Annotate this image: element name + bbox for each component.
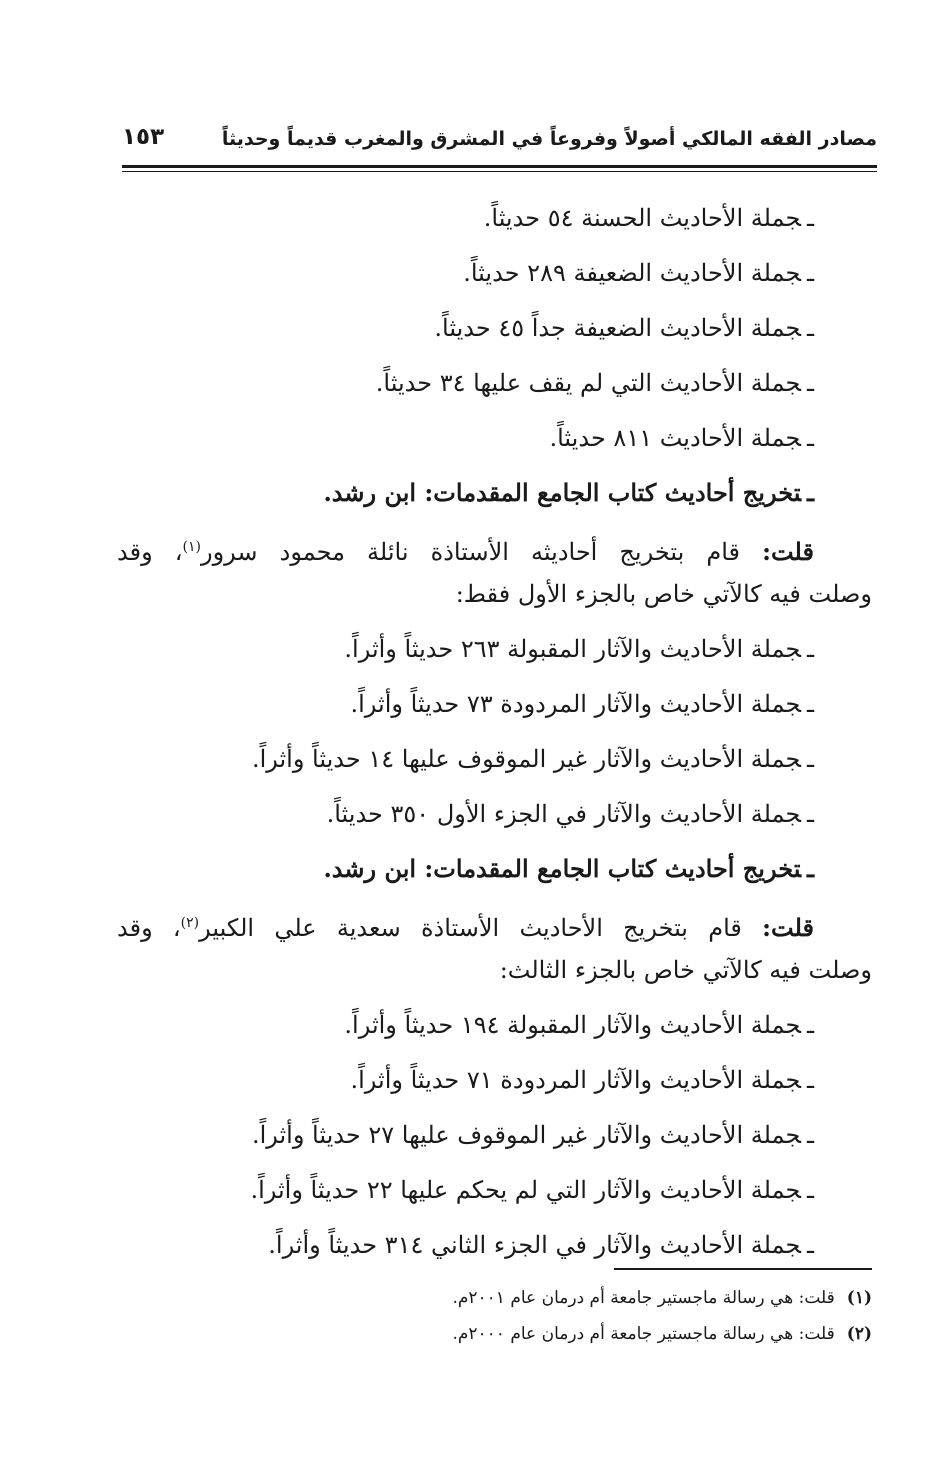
header-title: مصادر الفقه المالكي أصولاً وفروعاً في المشرق والمغرب قديماً وحديثاً: [221, 128, 877, 150]
footnote-text: قلت: هي رسالة ماجستير جامعة أم درمان عام ٢٠٠٠م.: [452, 1324, 835, 1344]
list-item-text: جملة الأحاديث والآثار المقبولة ٢٦٣ حديثاً وأثراً.: [344, 635, 801, 663]
list-item-text: جملة الأحاديث التي لم يقف عليها ٣٤ حديثاً.: [375, 369, 801, 397]
header-rule-thick: [122, 165, 877, 168]
hadith-list-1: [117, 196, 872, 526]
section-heading-text: تخريج أحاديث كتاب الجامع المقدمات: ابن رشد.: [323, 478, 801, 507]
running-header: [122, 122, 877, 158]
bullet-dash: ـ: [806, 1231, 814, 1259]
paragraph-line: [117, 526, 872, 573]
list-item: [117, 251, 872, 306]
bullet-dash: ـ: [806, 1121, 814, 1149]
paragraph-2: [117, 902, 872, 1003]
header-rule-thin: [122, 171, 877, 172]
list-item: [117, 627, 872, 682]
bullet-dash: ـ: [806, 1176, 814, 1204]
list-item: [117, 737, 872, 792]
list-item-text: جملة الأحاديث والآثار غير الموقوف عليها ١٤ حديثاً وأثراً.: [251, 745, 801, 773]
footnote-1: [117, 1282, 872, 1318]
list-item: [117, 1168, 872, 1223]
paragraph-lead: قلت:: [762, 537, 814, 566]
bullet-dash: ـ: [806, 369, 814, 397]
footnotes: [117, 1282, 872, 1354]
bullet-dash: ـ: [806, 800, 814, 828]
footnote-ref-2[interactable]: (٢): [180, 915, 200, 931]
paragraph-line: وصلت فيه كالآتي خاص بالجزء الأول فقط:: [455, 580, 872, 608]
bullet-dash: ـ: [806, 690, 814, 718]
footnote-separator: [614, 1268, 872, 1270]
list-item-text: جملة الأحاديث والآثار في الجزء الثاني ٣١٤ حديثاً وأثراً.: [268, 1231, 801, 1259]
footnote-number: (١): [846, 1288, 872, 1308]
list-item-text: جملة الأحاديث والآثار المردودة ٧١ حديثاً وأثراً.: [350, 1066, 801, 1094]
bullet-dash: ـ: [806, 314, 814, 342]
paragraph-text: قام بتخريج الأحاديث الأستاذة سعدية علي الكبير: [199, 914, 742, 942]
list-item: [117, 682, 872, 737]
footnote-text: قلت: هي رسالة ماجستير جامعة أم درمان عام ٢٠٠١م.: [452, 1288, 835, 1308]
list-item-text: جملة الأحاديث والآثار المقبولة ١٩٤ حديثاً وأثراً.: [344, 1011, 801, 1039]
footnote-ref-1[interactable]: (١): [182, 539, 201, 555]
paragraph-line: وصلت فيه كالآتي خاص بالجزء الثالث:: [499, 956, 872, 984]
list-item: [117, 196, 872, 251]
list-item-text: جملة الأحاديث والآثار في الجزء الأول ٣٥٠ حديثاً.: [326, 800, 801, 828]
list-item: [117, 361, 872, 416]
bullet-dash: ـ: [806, 635, 814, 663]
paragraph-line: [117, 902, 872, 949]
footnote-number: (٢): [846, 1324, 872, 1344]
list-item-text: جملة الأحاديث والآثار المردودة ٧٣ حديثاً وأثراً.: [350, 690, 801, 718]
bullet-dash: ـ: [806, 204, 814, 232]
paragraph-text-end: ، وقد: [117, 914, 181, 942]
list-item: [117, 1003, 872, 1058]
footnote-2: [117, 1318, 872, 1354]
paragraph-lead: قلت:: [762, 913, 814, 942]
bullet-dash: ـ: [806, 854, 814, 883]
hadith-list-3: [117, 1003, 872, 1278]
page-number: ١٥٣: [122, 124, 165, 150]
section-heading-1: [117, 471, 872, 526]
bullet-dash: ـ: [806, 1011, 814, 1039]
list-item: [117, 792, 872, 847]
list-item-text: جملة الأحاديث الضعيفة جداً ٤٥ حديثاً.: [434, 314, 801, 342]
bullet-dash: ـ: [806, 745, 814, 773]
list-item-text: جملة الأحاديث الحسنة ٥٤ حديثاً.: [483, 204, 801, 232]
section-heading-2: [117, 847, 872, 902]
list-item-text: جملة الأحاديث ٨١١ حديثاً.: [549, 424, 801, 452]
paragraph-1: [117, 526, 872, 627]
list-item: [117, 306, 872, 361]
hadith-list-2: [117, 627, 872, 902]
list-item-text: جملة الأحاديث والآثار التي لم يحكم عليها ٢٢ حديثاً وأثراً.: [250, 1176, 801, 1204]
bullet-dash: ـ: [806, 1066, 814, 1094]
bullet-dash: ـ: [806, 478, 814, 507]
list-item: [117, 1113, 872, 1168]
list-item: [117, 1058, 872, 1113]
bullet-dash: ـ: [806, 424, 814, 452]
list-item: [117, 416, 872, 471]
bullet-dash: ـ: [806, 259, 814, 287]
list-item-text: جملة الأحاديث الضعيفة ٢٨٩ حديثاً.: [463, 259, 801, 287]
body-text: [117, 196, 872, 1278]
paragraph-text: قام بتخريج أحاديثه الأستاذة نائلة محمود سرور: [200, 538, 741, 566]
section-heading-text: تخريج أحاديث كتاب الجامع المقدمات: ابن رشد.: [323, 854, 801, 883]
paragraph-text-end: ، وقد: [117, 538, 183, 566]
list-item-text: جملة الأحاديث والآثار غير الموقوف عليها ٢٧ حديثاً وأثراً.: [251, 1121, 801, 1149]
